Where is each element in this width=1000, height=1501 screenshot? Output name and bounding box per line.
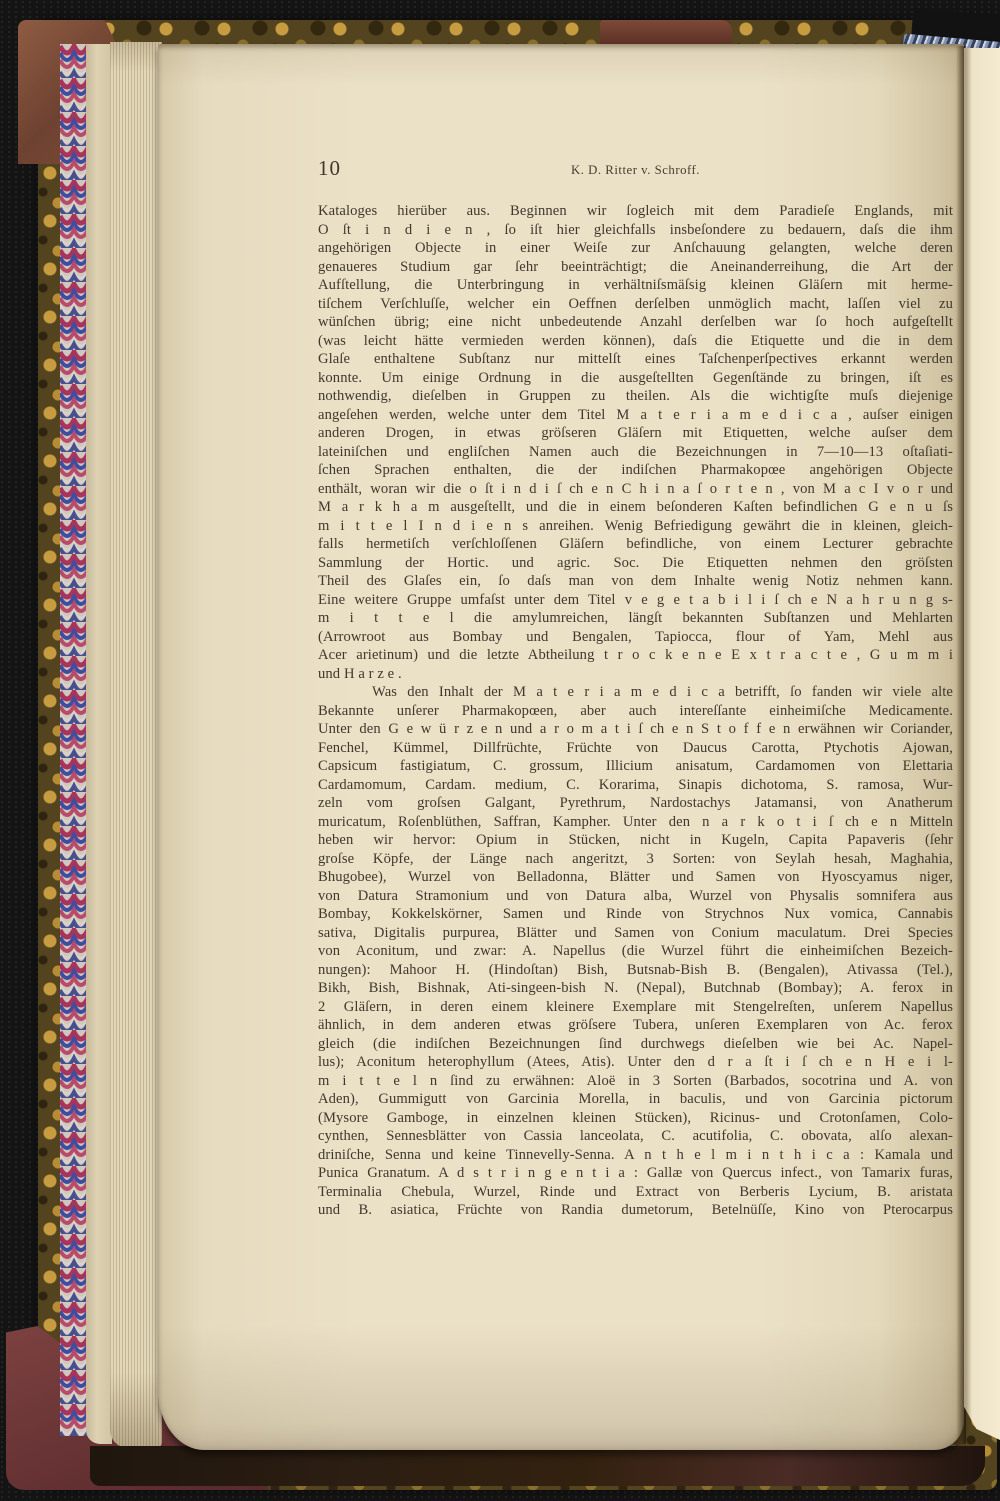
text-line: und H a r z e . <box>318 665 402 682</box>
text-line: anderen Drogen, in etwas gröſseren Gläſern mit Etiquetten, welche auſser dem <box>318 425 953 441</box>
text-line: Bhugobee), Wurzel von Belladonna, Blätter und Samen von Hyoscyamus niger, <box>318 869 953 885</box>
text-line: Kataloges hierüber aus. Beginnen wir ſogleich mit dem Paradieſe Englands, mit <box>318 203 953 219</box>
text-line: Theil des Glaſes ein, ſo daſs man von dem Inhalte wenig Notiz nehmen kann. <box>318 573 953 589</box>
text-line: lus); Aconitum heterophyllum (Atees, Atis). Unter den d r a ſt i ſ ch e n H e i l- <box>318 1054 953 1070</box>
page-edge-stack <box>110 42 162 1448</box>
text-line: Aufſtellung, die Unterbringung in verhältniſsmäſsig kleinen Gläſern mit herme- <box>318 277 953 293</box>
text-line: m i t t e l die amylumreichen, längſt bekannten Subſtanzen und Mehlarten <box>318 610 953 626</box>
text-line: muricatum, Roſenblüthen, Saffran, Kampher. Unter den n a r k o t i ſ ch e n Mitteln <box>318 813 953 830</box>
text-line: Bekannte unſerer Pharmakopœen, aber auch intereſſante einheimiſche Medicamente. <box>318 702 953 719</box>
book-page <box>158 44 964 1450</box>
text-line: Capsicum fastigiatum, C. grossum, Illicium anisatum, Cardamomen von Elettaria <box>318 758 953 774</box>
text-line: gleich (die indiſchen Bezeichnungen ſind durchwegs dieſelben wie bei Ac. Napel- <box>318 1035 953 1052</box>
text-line: 2 Gläſern, in deren einem kleinere Exemplare mit Stengelreſten, unſerem Napellus <box>318 998 953 1015</box>
text-line: von Aconitum, und zwar: A. Napellus (die Wurzel führt die einheimiſchen Bezeich- <box>318 943 953 959</box>
text-line: Fenchel, Kümmel, Dillfrüchte, Früchte von Daucus Carotta, Ptychotis Ajowan, <box>318 739 953 756</box>
text-line: Terminalia Chebula, Wurzel, Rinde und Extract von Berberis Lycium, B. aristata <box>318 1183 953 1200</box>
text-line: von Datura Stramonium und von Datura alba, Wurzel von Physalis somnifera aus <box>318 887 953 904</box>
text-line: Was den Inhalt der M a t e r i a m e d i c a betrifft, ſo fanden wir viele alte <box>372 684 953 700</box>
text-line: (Arrowroot aus Bombay und Bengalen, Tapiocca, flour of Yam, Mehl aus <box>318 628 953 645</box>
facing-page-edge <box>964 48 1000 1440</box>
text-line: m i t t e l n ſind zu erwähnen: Aloë in 3 Sorten (Barbados, socotrina und A. von <box>318 1072 953 1089</box>
text-line: ſchen Sprachen enthalten, die der indiſchen Pharmakopœe angehörigen Objecte <box>318 462 953 478</box>
text-line: Bombay, Kokkelskörner, Samen und Rinde von Strychnos Nux vomica, Cannabis <box>318 906 953 922</box>
text-line: driniſche, Senna und keine Tinnevelly-Senna. A n t h e l m i n t h i c a : Kamala und <box>318 1146 953 1163</box>
text-line: Bikh, Bish, Bishnak, Ati-singeen-bish N. (Nepal), Butchnab (Bombay); A. ferox in <box>318 980 953 996</box>
text-line: zeln vom groſsen Galgant, Pyrethrum, Nardostachys Jatamansi, von Anatherum <box>318 795 953 811</box>
text-line: m i t t e l I n d i e n s anreihen. Wenig Befriedigung gewährt die in kleinen, gleich- <box>318 517 953 534</box>
text-line: Glaſe enthaltene Subſtanz nur mittelſt eines Taſchenperſpectives erkannt werden <box>318 351 953 367</box>
text-line: Acer arietinum) und die letzte Abtheilung t r o c k e n e E x t r a c t e , G u m m i <box>318 647 953 663</box>
text-line: Aden), Gummigutt von Garcinia Morella, in baculis, und von Garcinia pictorum <box>318 1091 953 1107</box>
text-line: falls hermetiſch verſchloſſenen Gläſern befindliche, von einem Lecturer gebrachte <box>318 536 953 552</box>
text-line: lateiniſchen und engliſchen Namen auch die Bezeichnungen in 7—10—13 oſtaſiati- <box>318 443 953 460</box>
text-line: Unter den G e w ü r z e n und a r o m a t i ſ ch e n S t o f f e n erwähnen wir Coriander, <box>318 721 953 737</box>
endpaper-marbled-strip <box>60 44 88 1436</box>
text-line: tiſchem Verſchluſſe, welcher ein Oeffnen derſelben unmöglich macht, laſſen viel zu <box>318 295 953 312</box>
text-line: (was leicht hätte vermieden werden können), daſs die Etiquette und die in dem <box>318 332 953 349</box>
text-line: angeſehen werden, welche unter dem Titel M a t e r i a m e d i c a , auſser einigen <box>318 406 953 423</box>
text-line: cynthen, Sennesblätter von Cassia lanceolata, C. acutifolia, C. obovata, alſo alexan- <box>318 1128 953 1144</box>
text-line: und B. asiatica, Früchte von Randia dumetorum, Betelnüſſe, Kino von Pterocarpus <box>318 1202 953 1218</box>
running-title: K. D. Ritter v. Schroff. <box>571 163 700 177</box>
text-line: angehörigen Objecte in einer Weiſe zur Anſchauung gelangten, welche deren <box>318 240 953 256</box>
text-line: Punica Granatum. A d s t r i n g e n t i a : Gallæ von Quercus infect., von Tamarix furas, <box>318 1165 953 1181</box>
text-line: heben wir hervor: Opium in Stücken, nicht in Kugeln, Capita Papaveris (ſehr <box>318 832 953 848</box>
text-line: Cardamomum, Cardam. medium, C. Korarima, Sinapis dichotoma, S. ramosa, Wur- <box>318 776 953 793</box>
text-line: sativa, Digitalis purpurea, Blätter und Samen von Conium maculatum. Drei Species <box>318 924 953 941</box>
text-line: enthält, woran wir die o ſt i n d i ſ ch e n C h i n a ſ o r t e n , von M a c I v o r und <box>318 480 953 497</box>
text-line: M a r k h a m ausgeſtellt, und die in einem beſonderen Kaſten befindlichen G e n u ſs <box>318 499 953 515</box>
text-line: konnte. Um einige Ordnung in die ausgeſtellten Gegenſtände zu bringen, iſt es <box>318 369 953 386</box>
bottom-edge-strip <box>90 1446 985 1486</box>
text-line: ähnlich, in dem anderen etwas gröſsere Tubera, unſeren Exemplaren von Ac. ferox <box>318 1017 953 1033</box>
text-line: nungen): Mahoor H. (Hindoſtan) Bish, Butsnab-Bish B. (Bengalen), Ativassa (Tel.), <box>318 961 953 978</box>
text-line: groſse Köpfe, der Länge nach angeritzt, 3 Sorten: von Seylah hesah, Maghahia, <box>318 850 953 867</box>
page-edge-smooth <box>86 44 112 1444</box>
text-block <box>318 202 953 1220</box>
text-line: O ſt i n d i e n , ſo iſt hier gleichfalls insbeſondere zu bedauern, daſs die ihm <box>318 221 953 238</box>
text-line: nothwendig, dieſelben in Gruppen zu theilen. Als die wichtigſte muſs diejenige <box>318 388 953 404</box>
text-line: wünſchen übrig; eine nicht unbedeutende Anzahl derſelben war ſo hoch aufgeſtellt <box>318 314 953 330</box>
text-line: genaueres Studium gar ſehr beeinträchtigt; die Aneinanderreihung, die Art der <box>318 258 953 275</box>
text-line: (Mysore Gamboge, in einzelnen kleinen Stücken), Ricinus- und Crotonſamen, Colo- <box>318 1109 953 1126</box>
text-line: Eine weitere Gruppe umfaſst unter dem Titel v e g e t a b i l i ſ ch e N a h r u n g s- <box>318 591 953 608</box>
text-line: Sammlung der Hortic. und agric. Soc. Die Etiquetten nehmen den gröſsten <box>318 554 953 571</box>
page-number: 10 <box>318 156 341 180</box>
